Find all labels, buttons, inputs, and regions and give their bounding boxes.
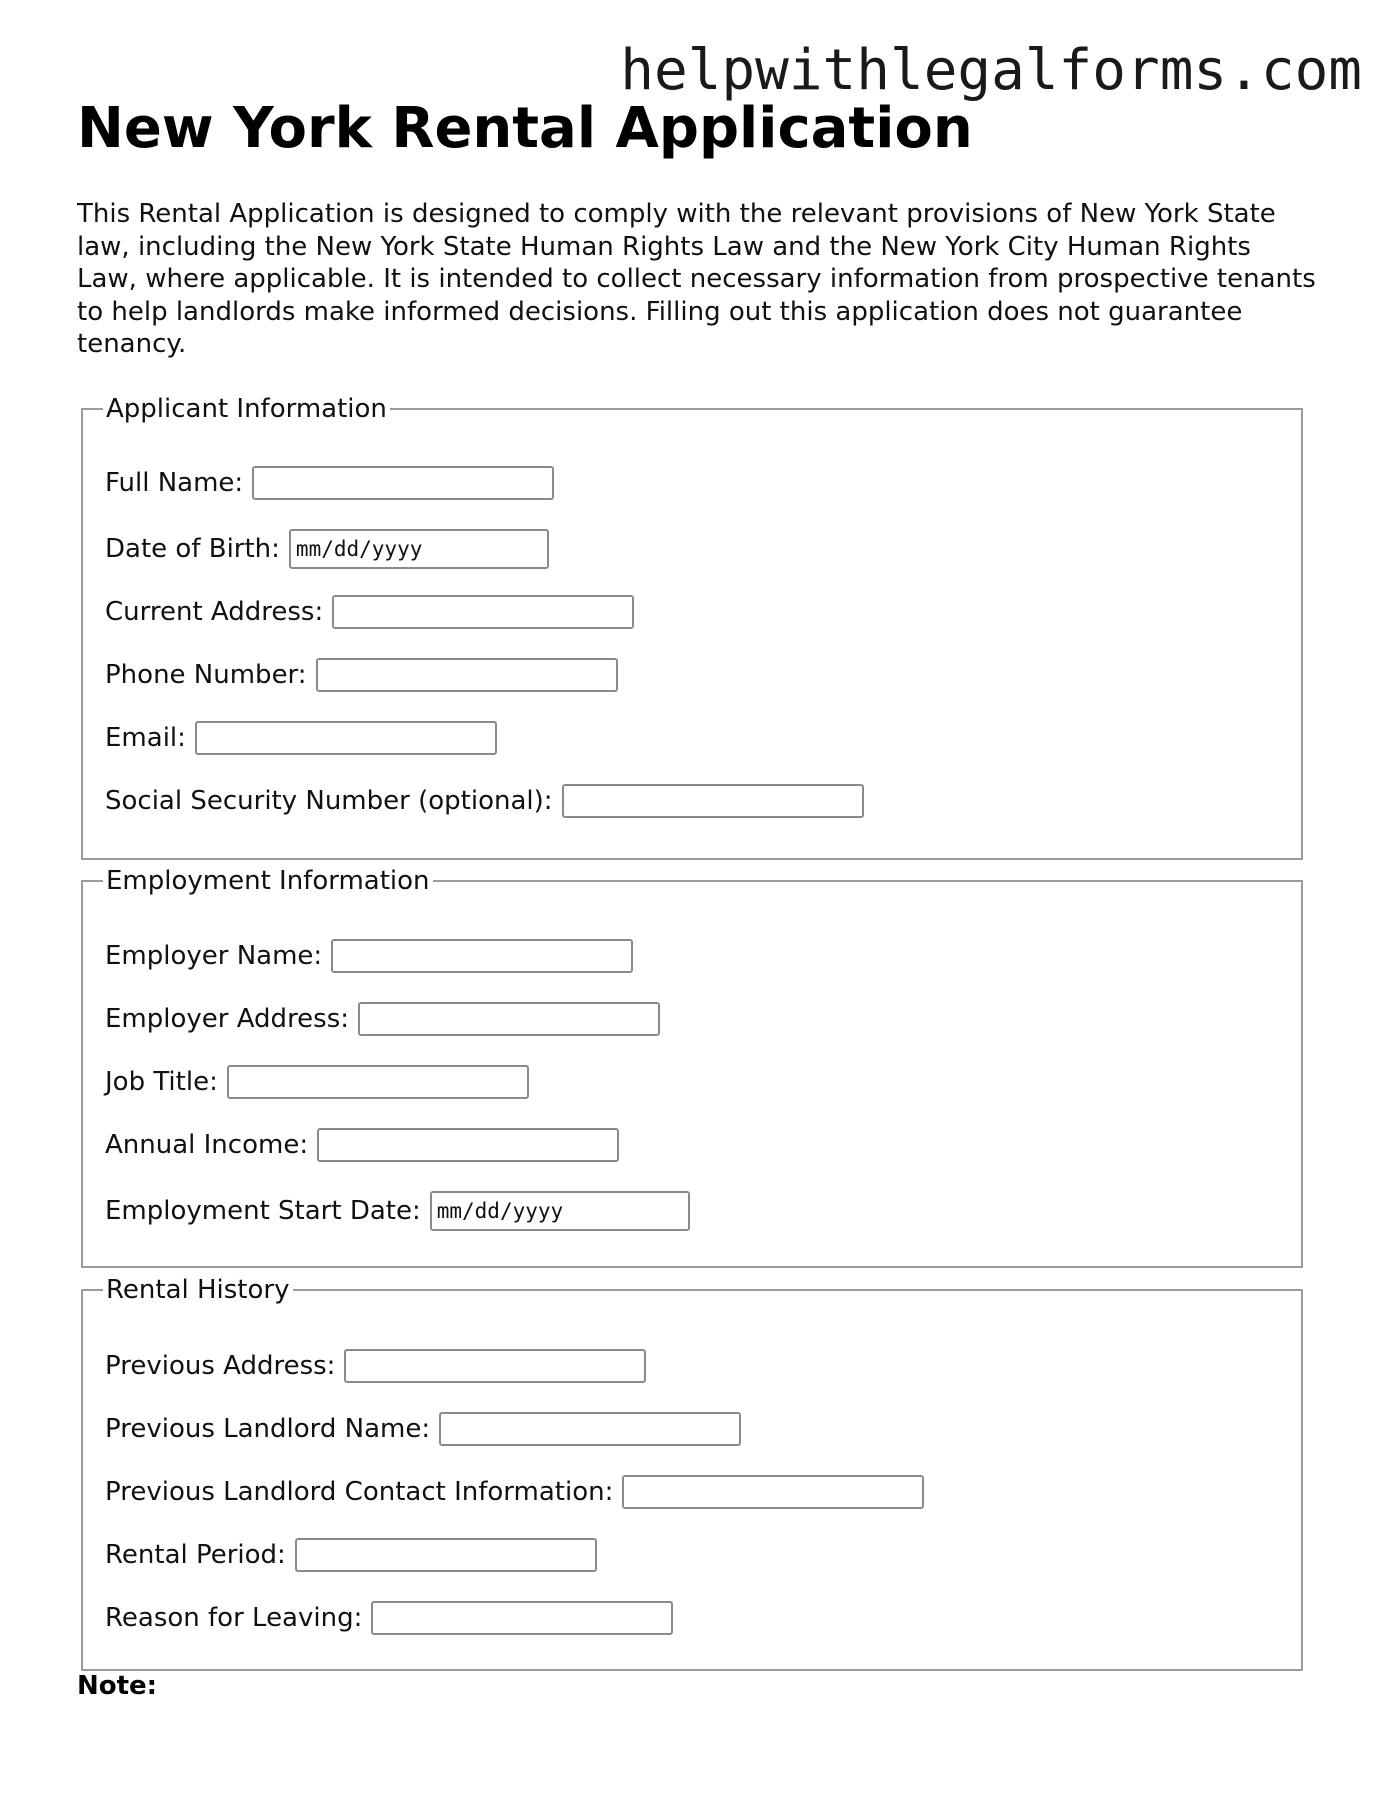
applicant-information-section	[81, 394, 1303, 860]
ssn-input[interactable]	[562, 784, 864, 818]
job-title-row	[105, 1065, 529, 1099]
previous-landlord-name-input[interactable]	[439, 1412, 741, 1446]
previous-address-row	[105, 1349, 646, 1383]
rental-period-row	[105, 1538, 597, 1572]
reason-for-leaving-input[interactable]	[371, 1601, 673, 1635]
phone-number-row	[105, 658, 618, 692]
phone-number-label: Phone Number:	[105, 660, 307, 690]
employment-information-legend: Employment Information	[106, 866, 430, 896]
email-label: Email:	[105, 723, 186, 753]
employment-start-date-label: Employment Start Date:	[105, 1196, 421, 1226]
employer-name-label: Employer Name:	[105, 941, 323, 971]
current-address-input[interactable]	[332, 595, 634, 629]
employment-start-date-input[interactable]	[430, 1191, 690, 1231]
employer-name-row	[105, 939, 633, 973]
page-title: New York Rental Application	[77, 96, 973, 161]
note-label: Note:	[77, 1671, 158, 1701]
current-address-row	[105, 595, 634, 629]
employer-address-row	[105, 1002, 660, 1036]
previous-landlord-contact-input[interactable]	[622, 1475, 924, 1509]
annual-income-input[interactable]	[317, 1128, 619, 1162]
employer-name-input[interactable]	[331, 939, 633, 973]
date-of-birth-input[interactable]	[289, 529, 549, 569]
email-row	[105, 721, 497, 755]
employment-start-date-row	[105, 1191, 690, 1231]
email-input[interactable]	[195, 721, 497, 755]
employer-address-input[interactable]	[358, 1002, 660, 1036]
ssn-label: Social Security Number (optional):	[105, 786, 553, 816]
intro-paragraph: This Rental Application is designed to comply with the relevant provisions of New York State law, including the New York State Human Rights Law and the New York City Human Rights Law, where applicable. It is intended to collect necessary information from prospective tenants to help landlords make informed decisions. Filling out this application does not guarantee tenancy.	[77, 199, 1316, 359]
full-name-row	[105, 466, 554, 500]
phone-number-input[interactable]	[316, 658, 618, 692]
date-of-birth-row	[105, 529, 549, 569]
reason-for-leaving-row	[105, 1601, 673, 1635]
rental-history-legend: Rental History	[106, 1275, 290, 1305]
previous-landlord-name-row	[105, 1412, 741, 1446]
job-title-input[interactable]	[227, 1065, 529, 1099]
employment-start-date-placeholder: mm/dd/yyyy	[436, 1199, 564, 1223]
previous-landlord-contact-label: Previous Landlord Contact Information:	[105, 1477, 614, 1507]
full-name-input[interactable]	[252, 466, 554, 500]
rental-history-section	[81, 1275, 1303, 1671]
previous-landlord-name-label: Previous Landlord Name:	[105, 1414, 431, 1444]
applicant-information-legend: Applicant Information	[106, 394, 387, 424]
current-address-label: Current Address:	[105, 597, 324, 627]
previous-landlord-contact-row	[105, 1475, 924, 1509]
date-of-birth-label: Date of Birth:	[105, 534, 280, 564]
previous-address-label: Previous Address:	[105, 1351, 336, 1381]
rental-period-input[interactable]	[295, 1538, 597, 1572]
employment-information-section	[81, 866, 1303, 1268]
previous-address-input[interactable]	[344, 1349, 646, 1383]
job-title-label: Job Title:	[105, 1067, 218, 1097]
rental-period-label: Rental Period:	[105, 1540, 286, 1570]
annual-income-row	[105, 1128, 619, 1162]
ssn-row	[105, 784, 864, 818]
date-of-birth-placeholder: mm/dd/yyyy	[295, 537, 423, 561]
annual-income-label: Annual Income:	[105, 1130, 309, 1160]
site-watermark: helpwithlegalforms.com	[620, 38, 1362, 103]
employer-address-label: Employer Address:	[105, 1004, 350, 1034]
reason-for-leaving-label: Reason for Leaving:	[105, 1603, 363, 1633]
full-name-label: Full Name:	[105, 468, 244, 498]
